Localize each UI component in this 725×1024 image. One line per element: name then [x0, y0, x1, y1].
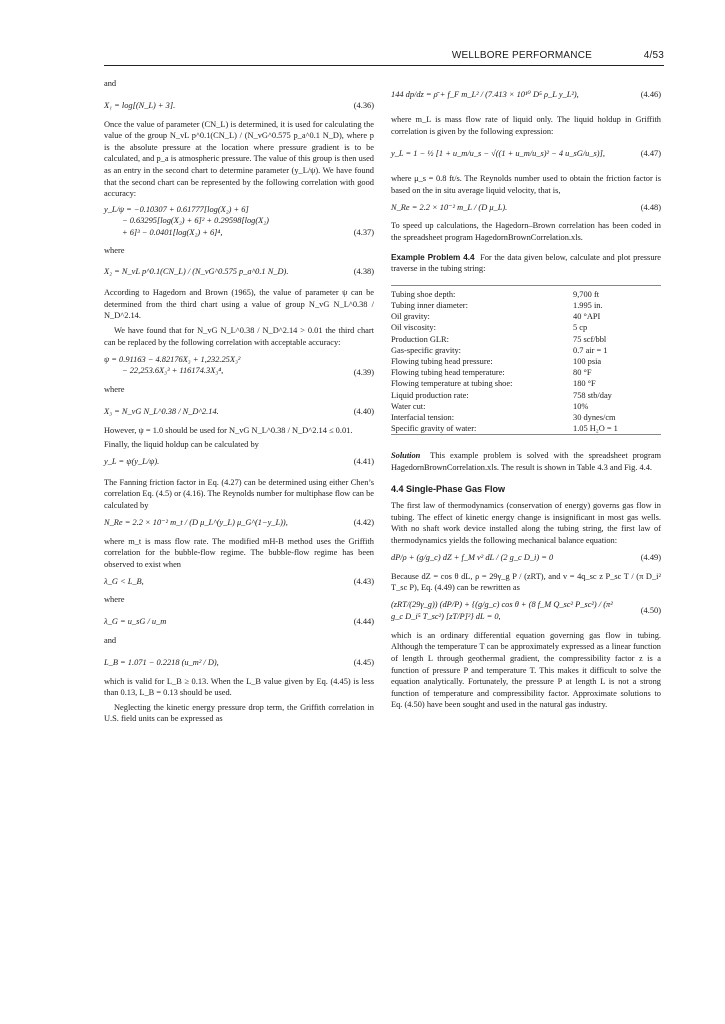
paragraph: To speed up calculations, the Hagedorn–Brown correlation has been coded in the spreadsheet program HagedornBrownCorrelation.xls.	[391, 221, 661, 242]
equation-number: (4.37)	[353, 227, 374, 237]
right-column	[391, 78, 661, 714]
left-column	[104, 78, 374, 728]
equation-body: L_B = 1.071 − 0.2218 (u_m² / D),	[104, 657, 219, 667]
equation-4-47	[391, 141, 661, 167]
table-cell-value: 80 °F	[573, 368, 592, 378]
header-rule	[104, 65, 664, 66]
equation-4-49	[391, 551, 661, 565]
equation-4-46	[391, 82, 661, 108]
equation-body: dP/ρ + (g/g_c) dZ + f_M v² dL / (2 g_c D_i) = 0	[391, 552, 554, 562]
table-row	[391, 311, 661, 322]
paragraph: We have found that for N_vG N_L^0.38 / N_D^2.14 > 0.01 the third chart can be replaced by the following correlation with acceptable accuracy:	[104, 325, 374, 347]
equation-line: − 22,253.6X₃³ + 116174.3X₃⁴,	[122, 366, 224, 376]
text-and: and	[104, 79, 117, 88]
table-row	[391, 322, 661, 333]
equation-4-39	[104, 352, 374, 378]
paragraph: where m_L is mass flow rate of liquid only. The liquid holdup in Griffith correlation is given by the following expression:	[391, 115, 661, 136]
table-cell-value: 1.05 H₂O = 1	[573, 424, 618, 434]
running-header	[104, 48, 664, 68]
table-cell-value: 1.995 in.	[573, 300, 603, 310]
table-cell-label: Flowing tubing head pressure:	[391, 356, 493, 366]
table-row	[391, 423, 661, 435]
table-cell-label: Flowing tubing head temperature:	[391, 368, 505, 378]
table-cell-label: Interfacial tension:	[391, 412, 455, 422]
equation-number: (4.46)	[640, 90, 661, 100]
equation-4-43	[104, 574, 374, 588]
table-cell-label: Tubing shoe depth:	[391, 289, 456, 299]
table-row	[391, 300, 661, 311]
table-cell-label: Oil gravity:	[391, 312, 430, 322]
example-label: Example Problem 4.4	[391, 252, 475, 262]
table-row	[391, 378, 661, 389]
equation-number: (4.40)	[353, 406, 374, 416]
text-and: and	[104, 636, 117, 646]
equation-number: (4.49)	[640, 552, 661, 562]
table-cell-label: Tubing inner diameter:	[391, 300, 468, 310]
equation-body: y_L = ψ(y_L/ψ).	[104, 457, 160, 467]
equation-4-48	[391, 200, 661, 214]
equation-body: λ_G = u_sG / u_m	[104, 617, 167, 627]
paragraph: Finally, the liquid holdup can be calculated by	[104, 440, 259, 450]
paragraph: Once the value of parameter (CN_L) is determined, it is used for calculating the value of the group N_vL p^0.1(CN_L) / (N_vG^0.575 p_a^0.1 N_D), where p is the absolute pressure at the location where pressure gradient is to be calculated, and p_a is atmospheric pressure. The value of this group is then used as an entry in the second chart to determine parameter (y_L/ψ). We have found that the second chart can be represented by the following correlation with good accuracy:	[104, 119, 374, 199]
equation-4-37	[104, 204, 374, 239]
equation-4-38	[104, 265, 374, 279]
table-cell-value: 30 dynes/cm	[573, 412, 616, 422]
equation-4-50	[391, 598, 661, 624]
table-cell-value: 5 cp	[573, 323, 588, 333]
table-cell-value: 0.7 air = 1	[573, 345, 608, 355]
section-heading: 4.4 Single-Phase Gas Flow	[391, 483, 506, 494]
text-where: where	[104, 595, 125, 605]
table-cell-value: 100 psia	[573, 356, 602, 366]
table-cell-value: 40 °API	[573, 312, 601, 322]
equation-4-40	[104, 405, 374, 419]
text-where: where	[104, 245, 125, 255]
equation-line: y_L/ψ = −0.10307 + 0.61777[log(X₂) + 6]	[104, 204, 249, 214]
table-cell-value: 180 °F	[573, 379, 596, 389]
equation-number: (4.45)	[353, 657, 374, 667]
equation-number: (4.48)	[640, 202, 661, 212]
equation-line: + 6]³ − 0.0401[log(X₂) + 6]⁴,	[122, 227, 223, 237]
equation-number: (4.41)	[353, 457, 374, 467]
text-where: where	[104, 385, 125, 395]
equation-body: 144 dp/dz = ρ̄ + f_F m_L² / (7.413 × 10¹⁰ D⁵ ρ_L y_L²),	[391, 90, 579, 100]
equation-4-42	[104, 516, 374, 530]
equation-body: N_Re = 2.2 × 10⁻² m_L / (D μ_L).	[391, 202, 508, 212]
page-number: 4/53	[643, 50, 664, 61]
table-row	[391, 356, 661, 367]
table-row	[391, 334, 661, 345]
equation-body: λ_G < L_B,	[104, 576, 144, 586]
equation-4-44	[104, 615, 374, 629]
table-row	[391, 345, 661, 356]
equation-body: X₁ = log[(N_L) + 3].	[104, 100, 176, 110]
paragraph: where m_t is mass flow rate. The modified mH-B method uses the Griffith correlation for the bubble-flow regime. The bubble-flow regime has been observed to exist when	[104, 536, 374, 569]
solution-label: Solution	[391, 451, 421, 461]
table-cell-label: Oil viscosity:	[391, 323, 436, 333]
equation-4-45	[104, 656, 374, 670]
equation-number: (4.42)	[353, 517, 374, 527]
equation-number: (4.36)	[353, 100, 374, 110]
solution-text: This example problem is solved with the spreadsheet program HagedornBrownCorrelation.xls. The result is shown in Table 4.3 and Fig. 4.4.	[391, 451, 661, 472]
paragraph: Because dZ = cos θ dL, ρ = 29γ_g P / (zRT), and v = 4q_sc z P_sc T / (π D_i² T_sc P), Eq. (4.49) can be rewritten as	[391, 571, 661, 593]
paragraph: The Fanning friction factor in Eq. (4.27) can be determined using either Chen’s correlation Eq. (4.5) or (4.16). The Reynolds number for multiphase flow can be calculated by	[104, 477, 374, 511]
table-row	[391, 367, 661, 378]
table-row	[391, 289, 661, 300]
table-cell-label: Flowing temperature at tubing shoe:	[391, 379, 513, 389]
paragraph: Neglecting the kinetic energy pressure drop term, the Griffith correlation in U.S. field units can be expressed as	[104, 702, 374, 724]
table-row	[391, 390, 661, 401]
equation-line: ψ = 0.91163 − 4.82176X₃ + 1,232.25X₃²	[104, 354, 241, 364]
equation-number: (4.50)	[640, 605, 661, 615]
running-title: WELLBORE PERFORMANCE	[451, 50, 592, 61]
equation-4-36	[104, 99, 374, 113]
table-cell-value: 758 stb/day	[573, 390, 612, 400]
example-problem	[391, 252, 661, 275]
table-rule	[391, 435, 661, 439]
table-cell-label: Specific gravity of water:	[391, 424, 477, 434]
equation-number: (4.43)	[353, 576, 374, 586]
example-text: For the data given below, calculate and plot pressure traverse in the tubing string:	[391, 252, 662, 274]
table-cell-value: 10%	[573, 401, 589, 411]
paragraph: which is valid for L_B ≥ 0.13. When the L_B value given by Eq. (4.45) is less than 0.13, L_B = 0.13 should be used.	[104, 676, 374, 698]
table-cell-label: Liquid production rate:	[391, 390, 469, 400]
equation-body: X₃ = N_vG N_L^0.38 / N_D^2.14.	[104, 406, 219, 416]
equation-body: N_Re = 2.2 × 10⁻² m_t / (D μ_L^(y_L) μ_G^(1−y_L)),	[104, 517, 288, 527]
paragraph: where μ_s = 0.8 ft/s. The Reynolds number used to obtain the friction factor is based on the in situ average liquid velocity, that is,	[391, 174, 661, 195]
example-data-table	[391, 285, 661, 439]
equation-body: y_L = 1 − ½ [1 + u_m/u_s − √((1 + u_m/u_s)² − 4 u_sG/u_s)],	[391, 149, 605, 159]
table-row	[391, 412, 661, 423]
solution-paragraph	[391, 450, 661, 473]
equation-line: − 0.63295[log(X₂) + 6]² + 0.29598[log(X₂)	[122, 216, 269, 226]
paragraph: According to Hagedorn and Brown (1965), the value of parameter ψ can be determined from the third chart using a value of group N_vG N_L^0.38 / N_D^2.14.	[104, 288, 374, 321]
equation-body: (zRT/(29γ_g)) (dP/P) + {(g/g_c) cos θ + (8 f_M Q_sc² P_sc²) / (π² g_c D_i⁵ T_sc²) [zT/P]²} dL = 0,	[391, 600, 613, 621]
paragraph: However, ψ = 1.0 should be used for N_vG N_L^0.38 / N_D^2.14 ≤ 0.01.	[104, 425, 353, 435]
equation-number: (4.47)	[640, 149, 661, 159]
equation-body: X₂ = N_vL p^0.1(CN_L) / (N_vG^0.575 p_a^0.1 N_D).	[104, 267, 289, 277]
equation-number: (4.44)	[353, 617, 374, 627]
table-row	[391, 401, 661, 412]
equation-4-41	[104, 455, 374, 469]
table-cell-label: Production GLR:	[391, 334, 449, 344]
paragraph: which is an ordinary differential equation governing gas flow in tubing. Although the temperature T can be approximately expressed as a linear function of length L through geothermal gradient, the compressibility factor z is a function of pressure P and temperature T. This makes it difficult to solve the equation analytically. Fortunately, the pressure P at length L is not a strong function of temperature and compressibility factor. Approximate solutions to Eq. (4.50) have been sought and used in the natural gas industry.	[391, 630, 661, 710]
equation-number: (4.38)	[353, 267, 374, 277]
table-cell-value: 9,700 ft	[573, 289, 600, 299]
table-cell-value: 75 scf/bbl	[573, 334, 607, 344]
table-cell-label: Gas-specific gravity:	[391, 345, 461, 355]
table-cell-label: Water cut:	[391, 401, 426, 411]
equation-number: (4.39)	[353, 367, 374, 377]
paragraph: The first law of thermodynamics (conservation of energy) governs gas flow in tubing. The effect of kinetic energy change is insignificant in most gas wells. With no shaft work device installed along the tubing string, the first law of thermodynamics yields the following mechanical balance equation:	[391, 501, 661, 545]
